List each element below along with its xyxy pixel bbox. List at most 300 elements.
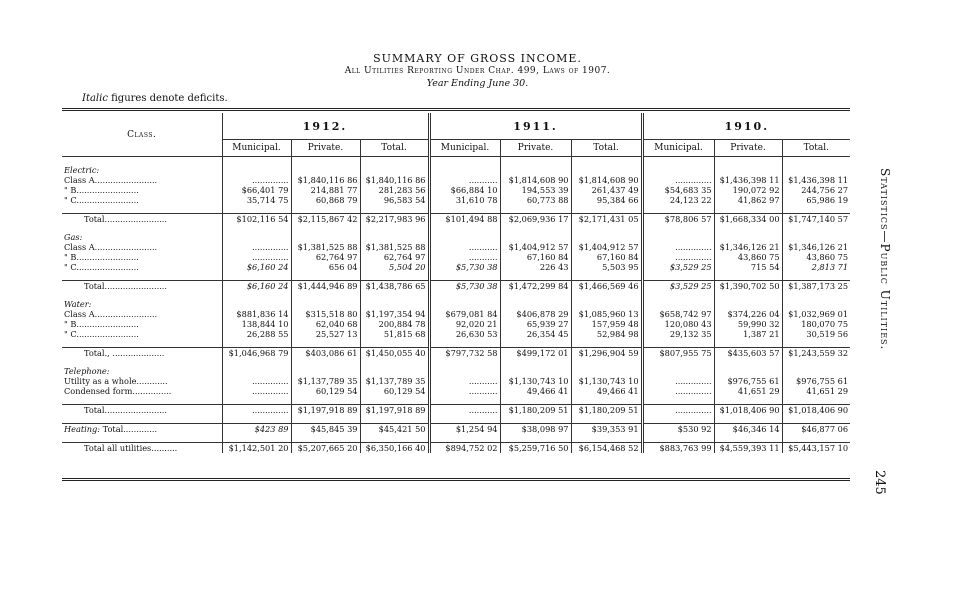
empty-cell xyxy=(291,299,360,309)
value-cell: 41,862 97 xyxy=(714,195,782,205)
spacer-cell xyxy=(291,157,360,166)
spacer-cell xyxy=(360,291,429,299)
empty-cell xyxy=(571,299,642,309)
section-label: Telephone: xyxy=(64,366,110,376)
spacer-cell xyxy=(642,358,714,366)
spacer-cell xyxy=(642,434,714,443)
value-cell: $39,353 91 xyxy=(571,424,642,435)
spacer-cell xyxy=(429,157,500,166)
value-cell: $1,137,789 35 xyxy=(360,376,429,386)
value-cell: $1,085,960 13 xyxy=(571,309,642,319)
value-cell: $2,115,867 42 xyxy=(291,214,360,225)
value-cell: $1,381,525 88 xyxy=(360,242,429,252)
value-cell: 2,813 71 xyxy=(782,262,850,272)
spacer-cell xyxy=(642,205,714,214)
empty-cell xyxy=(222,366,291,376)
value-cell: $4,559,393 11 xyxy=(714,443,782,454)
value-cell: $658,742 97 xyxy=(642,309,714,319)
spacer-cell xyxy=(360,415,429,424)
table-row xyxy=(62,309,850,319)
spacer-cell xyxy=(429,339,500,348)
value-cell: $315,518 80 xyxy=(291,309,360,319)
value-cell: $1,130,743 10 xyxy=(571,376,642,386)
value-cell: $1,404,912 57 xyxy=(500,242,571,252)
spacer-cell xyxy=(714,396,782,405)
top-rule xyxy=(62,108,850,111)
spacer-cell xyxy=(782,291,850,299)
empty-cell xyxy=(782,165,850,175)
value-cell: $1,438,786 65 xyxy=(360,281,429,292)
table-row xyxy=(62,252,850,262)
spacer-cell xyxy=(642,272,714,281)
year-header-1912: 1912. xyxy=(222,113,429,140)
value-cell: $1,668,334 00 xyxy=(714,214,782,225)
value-cell: $6,154,468 52 xyxy=(571,443,642,454)
page-number: 245 xyxy=(872,470,887,495)
empty-cell xyxy=(429,366,500,376)
value-cell: $1,840,116 86 xyxy=(360,175,429,185)
spacer-cell xyxy=(782,157,850,166)
row-label: Total all utilities.......... xyxy=(62,443,222,454)
empty-cell xyxy=(291,232,360,242)
value-cell: $46,877 06 xyxy=(782,424,850,435)
spacer-cell xyxy=(429,224,500,232)
value-cell: 244,756 27 xyxy=(782,185,850,195)
row-label: Class A........................ xyxy=(64,242,158,252)
spacer-cell xyxy=(62,224,222,232)
spacer-cell xyxy=(222,415,291,424)
value-cell: 29,132 35 xyxy=(642,329,714,339)
value-cell: 49,466 41 xyxy=(500,386,571,396)
spacer-cell xyxy=(360,339,429,348)
value-cell: 65,939 27 xyxy=(500,319,571,329)
value-cell: $499,172 01 xyxy=(500,348,571,359)
value-cell: $807,955 75 xyxy=(642,348,714,359)
spacer-cell xyxy=(500,415,571,424)
spacer-cell xyxy=(782,272,850,281)
value-cell: $1,197,354 94 xyxy=(360,309,429,319)
spacer-cell xyxy=(291,272,360,281)
value-cell: $1,436,398 11 xyxy=(782,175,850,185)
value-cell: $1,243,559 32 xyxy=(782,348,850,359)
empty-cell xyxy=(291,165,360,175)
column-header: Private. xyxy=(714,140,782,157)
grand-total-row xyxy=(62,443,850,454)
value-cell: $3,529 25 xyxy=(642,262,714,272)
empty-cell xyxy=(360,165,429,175)
spacer-row xyxy=(62,205,850,214)
row-label: " C........................ xyxy=(64,195,139,205)
spacer-cell xyxy=(500,291,571,299)
empty-cell xyxy=(429,165,500,175)
value-cell: 26,288 55 xyxy=(222,329,291,339)
table-row xyxy=(62,242,850,252)
note-italic: Italic xyxy=(82,93,108,104)
spacer-cell xyxy=(360,434,429,443)
empty-cell xyxy=(782,299,850,309)
value-cell: 52,984 98 xyxy=(571,329,642,339)
value-cell: ........... xyxy=(429,242,500,252)
column-header: Private. xyxy=(500,140,571,157)
value-cell: $679,081 84 xyxy=(429,309,500,319)
section-total-row xyxy=(62,348,850,359)
value-cell: 30,519 56 xyxy=(782,329,850,339)
spacer-cell xyxy=(714,291,782,299)
empty-cell xyxy=(429,232,500,242)
value-cell: $1,444,946 89 xyxy=(291,281,360,292)
section-label: Electric: xyxy=(64,165,100,175)
value-cell: 41,651 29 xyxy=(782,386,850,396)
value-cell: 24,123 22 xyxy=(642,195,714,205)
spacer-cell xyxy=(291,434,360,443)
value-cell: 31,610 78 xyxy=(429,195,500,205)
value-cell: 65,986 19 xyxy=(782,195,850,205)
spacer-cell xyxy=(360,396,429,405)
column-header: Municipal. xyxy=(429,140,500,157)
value-cell: .............. xyxy=(222,386,291,396)
row-label: Condensed form............... xyxy=(64,386,172,396)
value-cell: $1,814,608 90 xyxy=(571,175,642,185)
spacer-cell xyxy=(500,339,571,348)
side-heading: Statistics—Public Utilities. xyxy=(878,168,892,351)
value-cell: 96,583 54 xyxy=(360,195,429,205)
spacer-cell xyxy=(222,291,291,299)
spacer-cell xyxy=(291,205,360,214)
value-cell: 190,072 92 xyxy=(714,185,782,195)
table-row xyxy=(62,195,850,205)
value-cell: $1,197,918 89 xyxy=(291,405,360,416)
value-cell: $1,381,525 88 xyxy=(291,242,360,252)
row-label: Total........................ xyxy=(62,214,222,225)
spacer-cell xyxy=(222,339,291,348)
value-cell: $1,404,912 57 xyxy=(571,242,642,252)
empty-cell xyxy=(360,232,429,242)
empty-cell xyxy=(714,366,782,376)
value-cell: 5,504 20 xyxy=(360,262,429,272)
spacer-cell xyxy=(642,415,714,424)
value-cell: .............. xyxy=(222,242,291,252)
empty-cell xyxy=(714,232,782,242)
class-header: Class. xyxy=(62,113,222,157)
value-cell: $1,387,173 25 xyxy=(782,281,850,292)
value-cell: $1,436,398 11 xyxy=(714,175,782,185)
year-header-1911: 1911. xyxy=(429,113,642,140)
value-cell: $45,421 50 xyxy=(360,424,429,435)
value-cell: 35,714 75 xyxy=(222,195,291,205)
value-cell: $2,069,936 17 xyxy=(500,214,571,225)
empty-cell xyxy=(500,232,571,242)
value-cell: 60,129 54 xyxy=(360,386,429,396)
value-cell: ........... xyxy=(429,376,500,386)
section-row xyxy=(62,299,850,309)
row-label: Utility as a whole............ xyxy=(64,376,168,386)
spacer-cell xyxy=(714,415,782,424)
spacer-cell xyxy=(500,224,571,232)
spacer-cell xyxy=(642,157,714,166)
row-label: Class A........................ xyxy=(64,309,158,319)
table-row xyxy=(62,175,850,185)
spacer-cell xyxy=(782,415,850,424)
spacer-cell xyxy=(360,358,429,366)
page-subtitle: All Utilities Reporting Under Chap. 499, Laws of 1907. xyxy=(344,66,611,76)
spacer-cell xyxy=(714,434,782,443)
value-cell: $1,137,789 35 xyxy=(291,376,360,386)
value-cell: ........... xyxy=(429,252,500,262)
spacer-cell xyxy=(782,358,850,366)
empty-cell xyxy=(222,299,291,309)
value-cell: $1,466,569 46 xyxy=(571,281,642,292)
value-cell: ........... xyxy=(429,386,500,396)
heating-total-label: Total............. xyxy=(100,424,158,434)
spacer-cell xyxy=(571,157,642,166)
value-cell: .............. xyxy=(642,376,714,386)
value-cell: 261,437 49 xyxy=(571,185,642,195)
value-cell: 60,129 54 xyxy=(291,386,360,396)
empty-cell xyxy=(500,165,571,175)
value-cell: $2,171,431 05 xyxy=(571,214,642,225)
value-cell: 226 43 xyxy=(500,262,571,272)
spacer-cell xyxy=(291,415,360,424)
spacer-cell xyxy=(429,291,500,299)
spacer-cell xyxy=(642,224,714,232)
value-cell: .............. xyxy=(642,175,714,185)
value-cell: $66,401 79 xyxy=(222,185,291,195)
value-cell: 1,387 21 xyxy=(714,329,782,339)
empty-cell xyxy=(571,366,642,376)
empty-cell xyxy=(714,299,782,309)
spacer-cell xyxy=(571,272,642,281)
value-cell: 120,080 43 xyxy=(642,319,714,329)
empty-cell xyxy=(222,232,291,242)
value-cell: $1,472,299 84 xyxy=(500,281,571,292)
value-cell: $6,160 24 xyxy=(222,281,291,292)
spacer-cell xyxy=(291,358,360,366)
row-label: " B........................ xyxy=(64,319,139,329)
spacer-cell xyxy=(571,415,642,424)
empty-cell xyxy=(500,366,571,376)
spacer-cell xyxy=(714,205,782,214)
spacer-row xyxy=(62,224,850,232)
value-cell: $5,730 38 xyxy=(429,281,500,292)
row-label: Class A........................ xyxy=(64,175,158,185)
spacer-cell xyxy=(500,157,571,166)
spacer-cell xyxy=(62,205,222,214)
empty-cell xyxy=(642,232,714,242)
row-label: Total........................ xyxy=(62,405,222,416)
value-cell: 92,020 21 xyxy=(429,319,500,329)
spacer-cell xyxy=(62,358,222,366)
spacer-cell xyxy=(222,358,291,366)
section-label: Gas: xyxy=(64,232,83,242)
value-cell: $1,346,126 21 xyxy=(782,242,850,252)
spacer-row xyxy=(62,434,850,443)
value-cell: $101,494 88 xyxy=(429,214,500,225)
value-cell: .............. xyxy=(642,405,714,416)
row-label: " B........................ xyxy=(64,185,139,195)
value-cell: $1,390,702 50 xyxy=(714,281,782,292)
empty-cell xyxy=(782,232,850,242)
row-label: " B........................ xyxy=(64,252,139,262)
value-cell: 25,527 13 xyxy=(291,329,360,339)
value-cell: $1,142,501 20 xyxy=(222,443,291,454)
row-label: Total........................ xyxy=(62,281,222,292)
spacer-cell xyxy=(571,358,642,366)
empty-cell xyxy=(782,366,850,376)
value-cell: 43,860 75 xyxy=(714,252,782,262)
value-cell: $423 89 xyxy=(222,424,291,435)
spacer-cell xyxy=(571,224,642,232)
deficit-note xyxy=(82,93,228,104)
value-cell: $38,098 97 xyxy=(500,424,571,435)
spacer-row xyxy=(62,157,850,166)
column-header: Municipal. xyxy=(222,140,291,157)
value-cell: ........... xyxy=(429,175,500,185)
note-text: figures denote deficits. xyxy=(107,93,228,104)
value-cell: 281,283 56 xyxy=(360,185,429,195)
value-cell: .............. xyxy=(642,242,714,252)
empty-cell xyxy=(571,165,642,175)
value-cell: $5,259,716 50 xyxy=(500,443,571,454)
empty-cell xyxy=(222,165,291,175)
spacer-cell xyxy=(500,358,571,366)
column-header: Municipal. xyxy=(642,140,714,157)
spacer-cell xyxy=(429,434,500,443)
spacer-cell xyxy=(291,224,360,232)
heating-total-row xyxy=(62,424,850,435)
value-cell: $530 92 xyxy=(642,424,714,435)
spacer-cell xyxy=(571,396,642,405)
value-cell: ........... xyxy=(429,405,500,416)
value-cell: $102,116 54 xyxy=(222,214,291,225)
value-cell: $1,296,904 59 xyxy=(571,348,642,359)
value-cell: 180,070 75 xyxy=(782,319,850,329)
spacer-row xyxy=(62,396,850,405)
value-cell: $1,346,126 21 xyxy=(714,242,782,252)
bottom-rule xyxy=(62,478,850,481)
value-cell: 49,466 41 xyxy=(571,386,642,396)
spacer-cell xyxy=(222,396,291,405)
spacer-cell xyxy=(360,205,429,214)
section-row xyxy=(62,366,850,376)
value-cell: $1,018,406 90 xyxy=(782,405,850,416)
value-cell: 43,860 75 xyxy=(782,252,850,262)
spacer-cell xyxy=(714,339,782,348)
value-cell: $1,018,406 90 xyxy=(714,405,782,416)
empty-cell xyxy=(429,299,500,309)
value-cell: $1,032,969 01 xyxy=(782,309,850,319)
value-cell: $5,730 38 xyxy=(429,262,500,272)
value-cell: 60,868 79 xyxy=(291,195,360,205)
spacer-row xyxy=(62,272,850,281)
value-cell: $797,732 58 xyxy=(429,348,500,359)
empty-cell xyxy=(360,366,429,376)
spacer-cell xyxy=(222,157,291,166)
empty-cell xyxy=(642,165,714,175)
value-cell: $1,840,116 86 xyxy=(291,175,360,185)
value-cell: $406,878 29 xyxy=(500,309,571,319)
spacer-cell xyxy=(429,396,500,405)
value-cell: 138,844 10 xyxy=(222,319,291,329)
section-row xyxy=(62,165,850,175)
spacer-cell xyxy=(782,434,850,443)
value-cell: 41,651 29 xyxy=(714,386,782,396)
value-cell: $1,254 94 xyxy=(429,424,500,435)
value-cell: 67,160 84 xyxy=(500,252,571,262)
value-cell: $1,130,743 10 xyxy=(500,376,571,386)
value-cell: 60,773 88 xyxy=(500,195,571,205)
value-cell: 157,959 48 xyxy=(571,319,642,329)
spacer-cell xyxy=(782,205,850,214)
empty-cell xyxy=(714,165,782,175)
value-cell: $5,207,665 20 xyxy=(291,443,360,454)
value-cell: $374,226 04 xyxy=(714,309,782,319)
value-cell: $976,755 61 xyxy=(714,376,782,386)
value-cell: 26,630 53 xyxy=(429,329,500,339)
value-cell: $894,752 02 xyxy=(429,443,500,454)
spacer-cell xyxy=(782,224,850,232)
row-label: " C........................ xyxy=(64,329,139,339)
spacer-cell xyxy=(222,272,291,281)
spacer-cell xyxy=(291,339,360,348)
value-cell: .............. xyxy=(222,252,291,262)
value-cell: 214,881 77 xyxy=(291,185,360,195)
spacer-cell xyxy=(429,415,500,424)
value-cell: $881,836 14 xyxy=(222,309,291,319)
table-row xyxy=(62,376,850,386)
spacer-cell xyxy=(429,272,500,281)
value-cell: $54,683 35 xyxy=(642,185,714,195)
value-cell: $435,603 57 xyxy=(714,348,782,359)
spacer-cell xyxy=(571,434,642,443)
value-cell: $66,884 10 xyxy=(429,185,500,195)
value-cell: 62,764 97 xyxy=(360,252,429,262)
spacer-cell xyxy=(62,415,222,424)
spacer-cell xyxy=(291,396,360,405)
spacer-row xyxy=(62,415,850,424)
value-cell: $403,086 61 xyxy=(291,348,360,359)
column-header: Total. xyxy=(571,140,642,157)
spacer-cell xyxy=(62,291,222,299)
empty-cell xyxy=(571,232,642,242)
section-row xyxy=(62,232,850,242)
table-row xyxy=(62,386,850,396)
value-cell: 95,384 66 xyxy=(571,195,642,205)
page-title: SUMMARY OF GROSS INCOME. xyxy=(373,52,582,65)
table-row xyxy=(62,262,850,272)
spacer-cell xyxy=(62,434,222,443)
value-cell: $1,197,918 89 xyxy=(360,405,429,416)
spacer-cell xyxy=(571,205,642,214)
spacer-cell xyxy=(360,157,429,166)
value-cell: $1,046,968 79 xyxy=(222,348,291,359)
section-total-row xyxy=(62,281,850,292)
spacer-cell xyxy=(429,358,500,366)
spacer-row xyxy=(62,339,850,348)
period-label: Year Ending June 30. xyxy=(426,78,529,89)
spacer-cell xyxy=(500,272,571,281)
column-header: Total. xyxy=(360,140,429,157)
value-cell: $1,180,209 51 xyxy=(571,405,642,416)
value-cell: 5,503 95 xyxy=(571,262,642,272)
value-cell: 67,160 84 xyxy=(571,252,642,262)
spacer-cell xyxy=(222,205,291,214)
value-cell: .............. xyxy=(222,376,291,386)
spacer-cell xyxy=(360,272,429,281)
spacer-cell xyxy=(714,272,782,281)
value-cell: 26,354 45 xyxy=(500,329,571,339)
value-cell: $3,529 25 xyxy=(642,281,714,292)
spacer-cell xyxy=(714,157,782,166)
